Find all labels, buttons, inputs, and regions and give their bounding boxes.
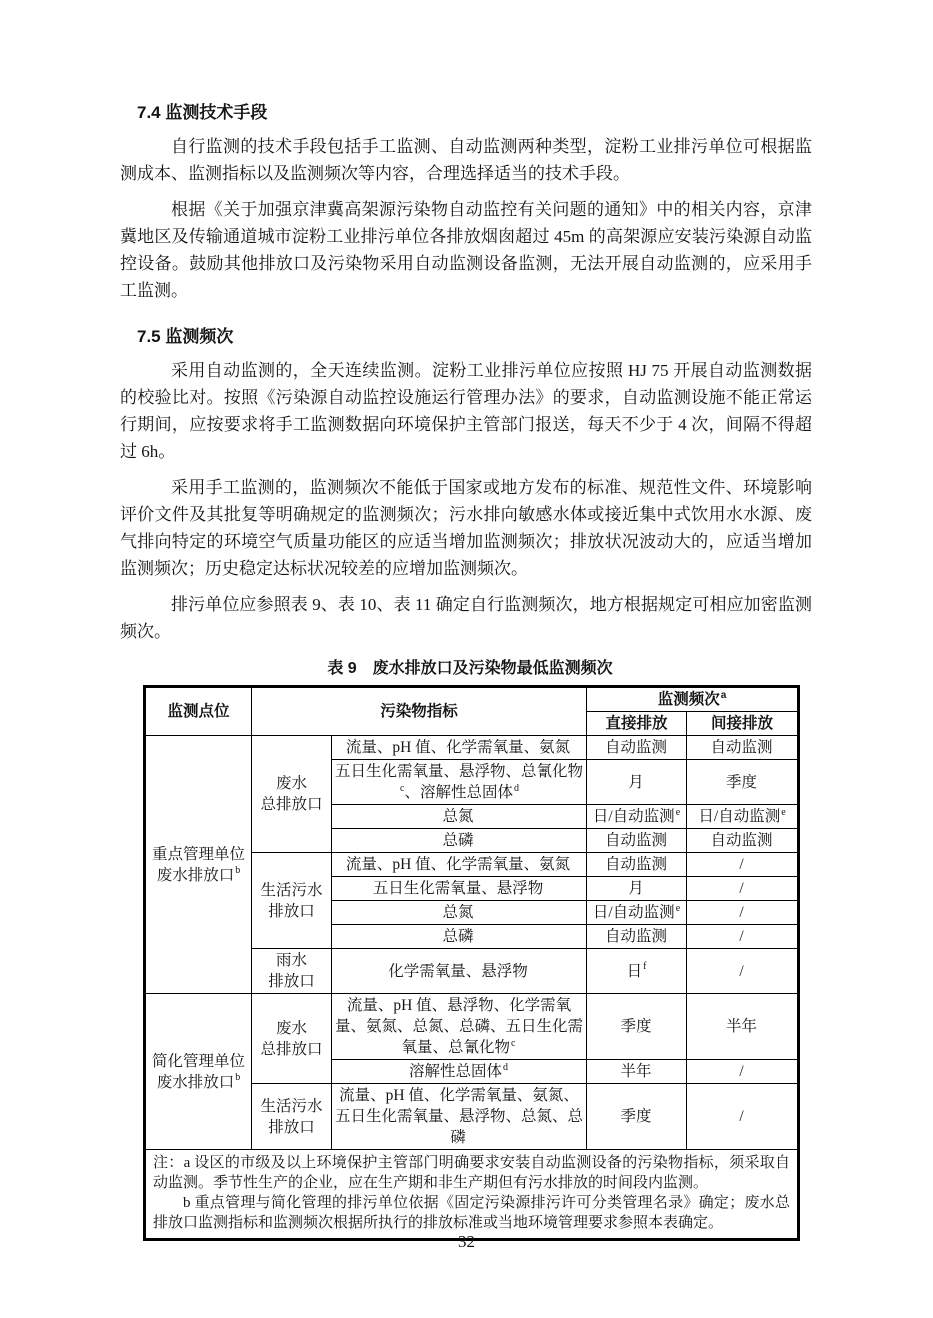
header-indirect-discharge: 间接排放: [687, 712, 799, 736]
superscript-e: e: [675, 902, 681, 914]
cell-pollutant-indicator: 五日生化需氧量、悬浮物: [332, 877, 587, 901]
cell-pollutant-indicator: 总氮: [332, 805, 587, 829]
paragraph-7-5-3: 排污单位应参照表 9、表 10、表 11 确定自行监测频次，地方根据规定可相应加密监测频次。: [120, 595, 812, 641]
superscript-d: d: [513, 782, 519, 794]
table-notes-row: [145, 1150, 799, 1240]
cell-indirect-frequency: 自动监测: [687, 736, 799, 760]
cell-outlet-wastewater-main: 废水 总排放口: [252, 736, 332, 853]
superscript-c: c: [400, 782, 405, 794]
cell-indirect-frequency: 日/自动监测$^e$: [687, 805, 799, 829]
cell-group-key-management: 重点管理单位 废水排放口$^b$: [145, 736, 252, 994]
document-content: [120, 0, 812, 1241]
cell-indirect-frequency: /: [687, 853, 799, 877]
cell-indirect-frequency: 季度: [687, 760, 799, 805]
cell-direct-frequency: 季度: [587, 1084, 687, 1150]
paragraph-7-5-2: 采用手工监测的，监测频次不能低于国家或地方发布的标准、规范性文件、环境影响评价文件及其批复等明确规定的监测频次；污水排向敏感水体或接近集中式饮用水水源、废气排向特定的环境空气质量功能区的应适当增加监测频次；排放状况波动大的，应适当增加监测频次；历史稳定达标状况较差的应增加监测频次。: [120, 478, 812, 578]
superscript-e: e: [675, 806, 681, 818]
cell-pollutant-indicator: 流量、pH 值、化学需氧量、氨氮: [332, 853, 587, 877]
table-row: [145, 736, 799, 760]
cell-direct-frequency: 自动监测: [587, 853, 687, 877]
table-notes: [145, 1150, 799, 1240]
cell-group-simplified-management: 简化管理单位 废水排放口$^b$: [145, 994, 252, 1150]
cell-pollutant-indicator: 流量、pH 值、化学需氧量、氨氮: [332, 736, 587, 760]
cell-pollutant-indicator: 化学需氧量、悬浮物: [332, 949, 587, 994]
section-heading-7-4: 7.4 监测技术手段: [137, 103, 268, 122]
superscript-b: b: [235, 865, 241, 877]
cell-outlet-wastewater-main: 废水 总排放口: [252, 994, 332, 1084]
cell-indirect-frequency: /: [687, 949, 799, 994]
header-monitoring-point: 监测点位: [145, 687, 252, 736]
cell-pollutant-indicator: 流量、pH 值、悬浮物、化学需氧量、氨氮、总氮、总磷、五日生化需氧量、总氰化物$^c$: [332, 994, 587, 1060]
cell-indirect-frequency: /: [687, 1060, 799, 1084]
superscript-f: f: [643, 961, 647, 973]
table-caption: 表 9 废水排放口及污染物最低监测频次: [327, 660, 613, 677]
header-pollutant-indicator: 污染物指标: [252, 687, 587, 736]
page-number: 32: [458, 1232, 475, 1251]
cell-outlet-rainwater: 雨水 排放口: [252, 949, 332, 994]
cell-direct-frequency: 日$^f$: [587, 949, 687, 994]
superscript-e: e: [781, 806, 786, 818]
cell-pollutant-indicator: 流量、pH 值、化学需氧量、氨氮、五日生化需氧量、悬浮物、总氮、总磷: [332, 1084, 587, 1150]
section-heading-7-5: 7.5 监测频次: [137, 327, 234, 346]
superscript-b: b: [235, 1072, 241, 1084]
cell-indirect-frequency: /: [687, 1084, 799, 1150]
paragraph-7-4-2: 根据《关于加强京津冀高架源污染物自动监控有关问题的通知》中的相关内容，京津冀地区及传输通道城市淀粉工业排污单位各排放烟囱超过 45m 的高架源应安装污染源自动监控设备。鼓励其他排放口及污染物采用自动监测设备监测，无法开展自动监测的，应采用手工监测。: [120, 200, 812, 300]
cell-outlet-domestic-sewage: 生活污水 排放口: [252, 1084, 332, 1150]
cell-direct-frequency: 自动监测: [587, 925, 687, 949]
table-row: [145, 994, 799, 1060]
table-note-a: 注：a 设区的市级及以上环境保护主管部门明确要求安装自动监测设备的污染物指标，须采取自动监测。季节性生产的企业，应在生产期和非生产期但有污水排放的时间段内监测。: [153, 1155, 791, 1191]
table-note-b: b 重点管理与简化管理的排污单位依据《固定污染源排污许可分类管理名录》确定；废水总排放口监测指标和监测频次根据所执行的排放标准或当地环境管理要求参照本表确定。: [153, 1195, 791, 1231]
cell-direct-frequency: 日/自动监测$^e$: [587, 805, 687, 829]
cell-pollutant-indicator: 总氮: [332, 901, 587, 925]
cell-indirect-frequency: 自动监测: [687, 829, 799, 853]
cell-direct-frequency: 自动监测: [587, 736, 687, 760]
cell-direct-frequency: 月: [587, 877, 687, 901]
header-direct-discharge: 直接排放: [587, 712, 687, 736]
cell-direct-frequency: 月: [587, 760, 687, 805]
cell-indirect-frequency: /: [687, 925, 799, 949]
cell-pollutant-indicator: 总磷: [332, 829, 587, 853]
cell-direct-frequency: 季度: [587, 994, 687, 1060]
cell-indirect-frequency: 半年: [687, 994, 799, 1060]
cell-indirect-frequency: /: [687, 901, 799, 925]
cell-direct-frequency: 自动监测: [587, 829, 687, 853]
cell-pollutant-indicator: 溶解性总固体$^d$: [332, 1060, 587, 1084]
paragraph-7-4-1: 自行监测的技术手段包括手工监测、自动监测两种类型，淀粉工业排污单位可根据监测成本、监测指标以及监测频次等内容，合理选择适当的技术手段。: [120, 137, 812, 183]
cell-indirect-frequency: /: [687, 877, 799, 901]
superscript-a: a: [720, 689, 727, 701]
superscript-c: c: [511, 1037, 516, 1049]
cell-direct-frequency: 日/自动监测$^e$: [587, 901, 687, 925]
cell-outlet-domestic-sewage: 生活污水 排放口: [252, 853, 332, 949]
cell-pollutant-indicator: 五日生化需氧量、悬浮物、总氰化物$^c$、溶解性总固体$^d$: [332, 760, 587, 805]
paragraph-7-5-1: 采用自动监测的，全天连续监测。淀粉工业排污单位应按照 HJ 75 开展自动监测数据的校验比对。按照《污染源自动监控设施运行管理办法》的要求，自动监测设施不能正常运行期间，应按要求将手工监测数据向环境保护主管部门报送，每天不少于 4 次，间隔不得超过 6h。: [120, 361, 812, 461]
cell-direct-frequency: 半年: [587, 1060, 687, 1084]
header-monitoring-frequency: 监测频次$^a$: [587, 687, 799, 712]
superscript-d: d: [503, 1061, 509, 1073]
monitoring-frequency-table: [143, 685, 800, 1241]
cell-pollutant-indicator: 总磷: [332, 925, 587, 949]
table-header-row-1: [145, 687, 799, 712]
